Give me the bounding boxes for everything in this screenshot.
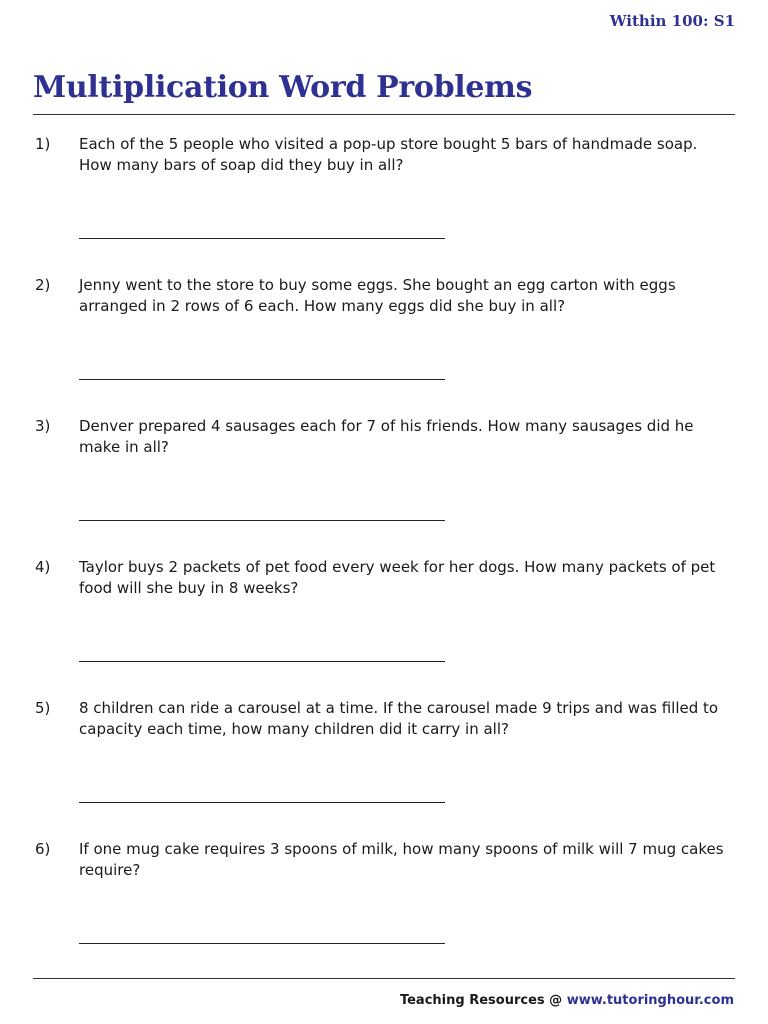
problem-number: 1) [35,135,51,153]
problem-4 [33,557,735,698]
problem-3 [33,416,735,557]
footer-divider [33,978,735,979]
problem-number: 6) [35,840,51,858]
problem-number: 4) [35,558,51,576]
answer-line [79,943,445,944]
problem-number: 5) [35,699,51,717]
problem-text: If one mug cake requires 3 spoons of milk, how many spoons of milk will 7 mug cakes require? [79,840,724,879]
answer-line [79,238,445,239]
answer-line [79,802,445,803]
problem-number: 2) [35,276,51,294]
problem-2 [33,275,735,416]
problem-text: Jenny went to the store to buy some eggs. She bought an egg carton with eggs arranged in 2 rows of 6 each. How many eggs did she buy in all? [79,276,676,315]
answer-line [79,661,445,662]
problem-1 [33,134,735,275]
answer-line [79,379,445,380]
problem-text: Taylor buys 2 packets of pet food every week for her dogs. How many packets of pet food will she buy in 8 weeks? [79,558,716,597]
page-title: Multiplication Word Problems [33,70,533,105]
answer-line [79,520,445,521]
footer-prefix: Teaching Resources @ [399,993,567,1008]
problem-text: Each of the 5 people who visited a pop-up store bought 5 bars of handmade soap. How many bars of soap did they buy in all? [79,135,698,174]
title-divider [33,114,735,115]
footer-site-link[interactable]: www.tutoringhour.com [566,993,734,1008]
footer-credit [400,993,734,1008]
problem-text: 8 children can ride a carousel at a time. If the carousel made 9 trips and was filled to capacity each time, how many children did it carry in all? [79,699,719,738]
problem-text: Denver prepared 4 sausages each for 7 of his friends. How many sausages did he make in all? [79,417,694,456]
problem-6 [33,839,735,980]
problem-5 [33,698,735,839]
worksheet-level-tag: Within 100: S1 [609,12,735,30]
problem-number: 3) [35,417,51,435]
